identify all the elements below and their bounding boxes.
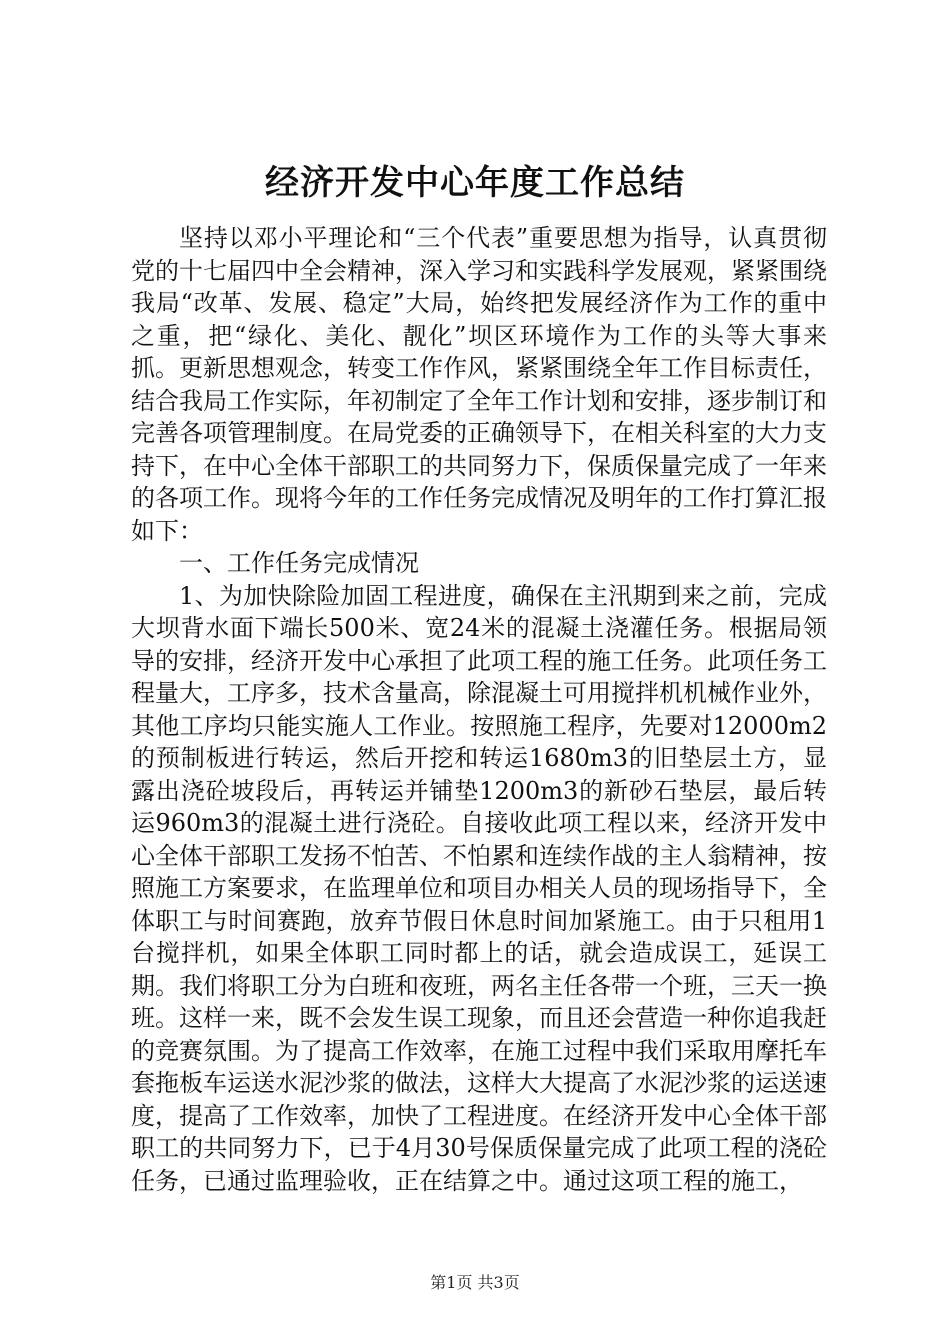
paragraph-intro: 坚持以邓小平理论和“三个代表”重要思想为指导，认真贯彻党的十七届四中全会精神，深入学习和实践科学发展观，紧紧围绕我局“改革、发展、稳定”大局，始终把发展经济作为工作的重中之重，把“绿化、美化、靓化”坝区环境作为工作的头等大事来抓。更新思想观念，转变工作作风，紧紧围绕全年工作目标责任，结合我局工作实际，年初制定了全年工作计划和安排，逐步制订和完善各项管理制度。在局党委的正确领导下，在相关科室的大力支持下，在中心全体干部职工的共同努力下，保质保量完成了一年来的各项工作。现将今年的工作任务完成情况及明年的工作打算汇报如下：: [131, 224, 827, 545]
paragraph-item-1: 1、为加快除险加固工程进度，确保在主汛期到来之前，完成大坝背水面下端长500米、宽24米的混凝土浇灌任务。根据局领导的安排，经济开发中心承担了此项工程的施工任务。此项任务工程量大，工序多，技术含量高，除混凝土可用搅拌机机械作业外，其他工序均只能实施人工作业。按照施工程序，先要对12000m2的预制板进行转运，然后开挖和转运1680m3的旧垫层土方，显露出浇砼坡段后，再转运并铺垫1200m3的新砂石垫层，最后转运960m3的混凝土进行浇砼。自接收此项工程以来，经济开发中心全体干部职工发扬不怕苦、不怕累和连续作战的主人翁精神，按照施工方案要求，在监理单位和项目办相关人员的现场指导下，全体职工与时间赛跑，放弃节假日休息时间加紧施工。由于只租用1台搅拌机，如果全体职工同时都上的话，就会造成误工，延误工期。我们将职工分为白班和夜班，两名主任各带一个班，三天一换班。这样一来，既不会发生误工现象，而且还会营造一种你追我赶的竞赛氛围。为了提高工作效率，在施工过程中我们采取用摩托车套拖板车运送水泥沙浆的做法，这样大大提高了水泥沙浆的运送速度，提高了工作效率，加快了工程进度。在经济开发中心全体干部职工的共同努力下，已于4月30号保质保量完成了此项工程的浇砼任务，已通过监理验收，正在结算之中。通过这项工程的施工，: [131, 581, 827, 1195]
page-number-footer: 第1页 共3页: [430, 1273, 520, 1292]
document-body: [131, 222, 827, 1197]
document-title: 经济开发中心年度工作总结: [265, 163, 685, 203]
section-heading: 一、工作任务完成情况: [179, 549, 419, 577]
